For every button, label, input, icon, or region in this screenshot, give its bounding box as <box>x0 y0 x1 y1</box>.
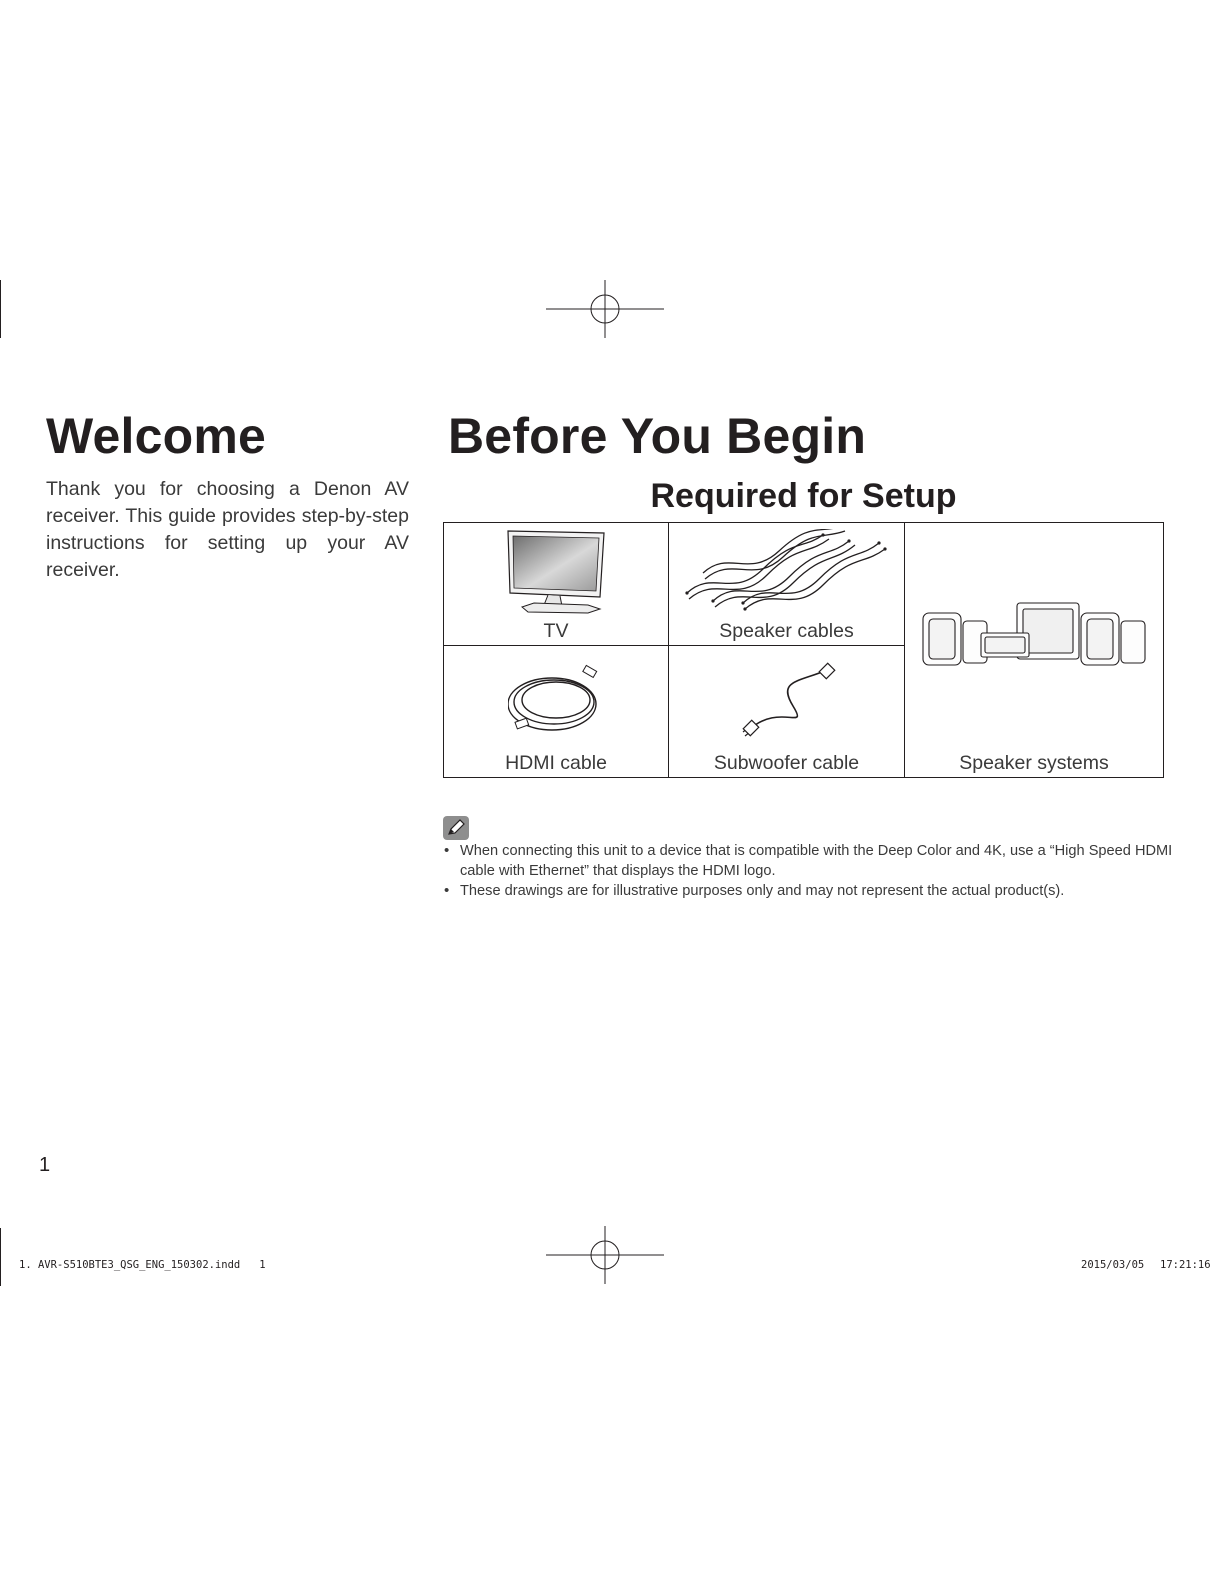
notes-list <box>443 841 1173 901</box>
welcome-title: Welcome <box>46 408 267 464</box>
cell-subwoofer-cable <box>669 646 904 777</box>
before-you-begin-title: Before You Begin <box>448 408 867 464</box>
page-number: 1 <box>39 1154 51 1176</box>
crop-mark-left-top <box>0 280 1 338</box>
subwoofer-cable-icon <box>739 662 839 738</box>
speaker-systems-label: Speaker systems <box>959 752 1109 774</box>
slug-file: 1. AVR-S510BTE3_QSG_ENG_150302.indd 1 <box>19 1259 266 1271</box>
hdmi-cable-icon <box>508 664 604 736</box>
subwoofer-cable-label: Subwoofer cable <box>713 752 860 774</box>
note-item: • These drawings are for illustrative purposes only and may not represent the actual product(s). <box>443 881 1173 901</box>
note-item: • When connecting this unit to a device that is compatible with the Deep Color and 4K, use a “High Speed HDMI cable with Ethernet” that displays the HDMI logo. <box>443 841 1173 881</box>
pencil-icon <box>443 816 469 840</box>
slug-time: 17:21:16 <box>1160 1259 1211 1271</box>
required-for-setup-title: Required for Setup <box>650 477 957 515</box>
cell-tv <box>444 523 668 645</box>
registration-mark-top <box>546 280 664 338</box>
speaker-cables-icon <box>683 529 893 615</box>
cell-speaker-systems <box>905 523 1163 777</box>
speaker-systems-icon <box>919 599 1149 671</box>
registration-mark-bottom <box>546 1226 664 1284</box>
hdmi-cable-label: HDMI cable <box>505 752 607 774</box>
tv-icon <box>504 527 610 615</box>
requirements-table <box>443 522 1164 778</box>
cell-hdmi-cable <box>444 646 668 777</box>
crop-mark-left-bottom <box>0 1228 1 1286</box>
welcome-body: Thank you for choosing a Denon AV receiver. This guide provides step-by-step instructions for setting up your AV receiver. <box>46 478 409 581</box>
speaker-cables-label: Speaker cables <box>719 620 854 642</box>
cell-speaker-cables <box>669 523 904 645</box>
tv-label: TV <box>543 620 569 642</box>
slug-date: 2015/03/05 <box>1081 1259 1145 1271</box>
